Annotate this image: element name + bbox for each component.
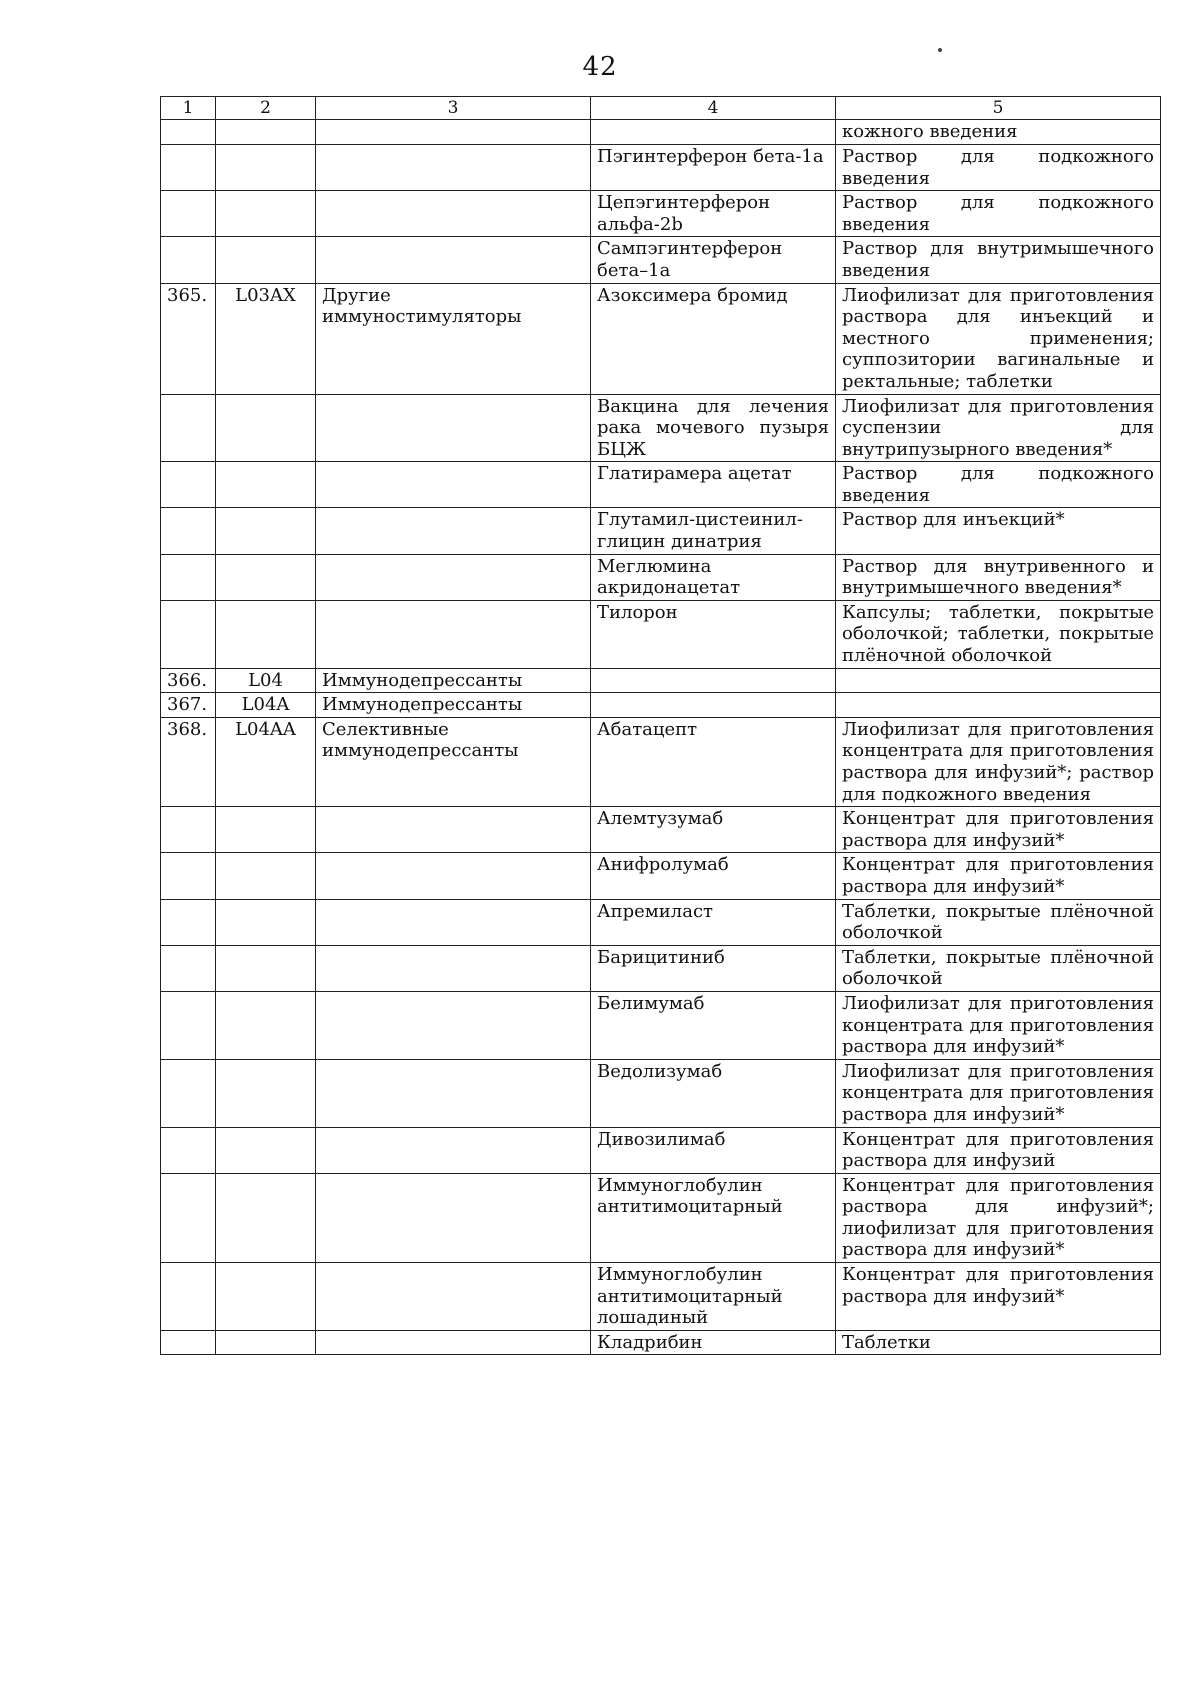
- drug-name: Анифролумаб: [591, 853, 836, 899]
- row-number: [161, 237, 216, 283]
- group-name: [316, 991, 591, 1059]
- group-name: [316, 853, 591, 899]
- drug-name: Апремиласт: [591, 899, 836, 945]
- atc-code: [216, 462, 316, 508]
- row-number: [161, 144, 216, 190]
- drug-name: Алемтузумаб: [591, 807, 836, 853]
- drug-name: [591, 120, 836, 145]
- atc-code: [216, 120, 316, 145]
- group-name: [316, 508, 591, 554]
- drug-name: Белимумаб: [591, 991, 836, 1059]
- table-row: [161, 144, 1161, 190]
- table-body: [161, 120, 1161, 1355]
- dosage-form: Капсулы; таблетки, покрытые оболочкой; таблетки, покрытые плёночной оболочкой: [836, 600, 1161, 668]
- row-number: [161, 600, 216, 668]
- row-number: 367.: [161, 693, 216, 718]
- row-number: [161, 462, 216, 508]
- dosage-form: Лиофилизат для приготовления суспензии для внутрипузырного введения*: [836, 394, 1161, 462]
- drug-name: Меглюмина акридонацетат: [591, 554, 836, 600]
- atc-code: [216, 1330, 316, 1355]
- table-row: [161, 237, 1161, 283]
- table-row: [161, 508, 1161, 554]
- atc-code: L04: [216, 668, 316, 693]
- table-row: [161, 693, 1161, 718]
- group-name: [316, 394, 591, 462]
- atc-code: [216, 807, 316, 853]
- drug-name: Барицитиниб: [591, 945, 836, 991]
- column-header: 3: [316, 97, 591, 120]
- atc-code: [216, 1127, 316, 1173]
- dosage-form: Раствор для подкожного введения: [836, 144, 1161, 190]
- table-row: [161, 991, 1161, 1059]
- drug-name: Иммуноглобулин антитимоцитарный: [591, 1173, 836, 1262]
- table-row: [161, 462, 1161, 508]
- atc-code: [216, 508, 316, 554]
- group-name: Селективные иммунодепрессанты: [316, 717, 591, 806]
- group-name: [316, 1263, 591, 1331]
- row-number: 366.: [161, 668, 216, 693]
- row-number: [161, 1059, 216, 1127]
- drug-name: Пэгинтерферон бета-1a: [591, 144, 836, 190]
- group-name: [316, 1173, 591, 1262]
- table-row: [161, 1059, 1161, 1127]
- group-name: [316, 807, 591, 853]
- table-row: [161, 600, 1161, 668]
- table-row: [161, 1330, 1161, 1355]
- column-header: 1: [161, 97, 216, 120]
- drug-name: Цепэгинтерферон альфа-2b: [591, 191, 836, 237]
- atc-code: L03AX: [216, 283, 316, 394]
- dosage-form: Лиофилизат для приготовления раствора для инъекций и местного применения; суппозитории вагинальные и ректальные; таблетки: [836, 283, 1161, 394]
- dosage-form: Концентрат для приготовления раствора для инфузий*; лиофилизат для приготовления раствора для инфузий*: [836, 1173, 1161, 1262]
- row-number: [161, 1127, 216, 1173]
- row-number: [161, 554, 216, 600]
- atc-code: [216, 237, 316, 283]
- table-row: [161, 668, 1161, 693]
- table-row: [161, 1173, 1161, 1262]
- drug-name: [591, 668, 836, 693]
- atc-code: [216, 991, 316, 1059]
- atc-code: [216, 1173, 316, 1262]
- group-name: [316, 1059, 591, 1127]
- group-name: [316, 144, 591, 190]
- atc-code: [216, 1059, 316, 1127]
- dosage-form: Концентрат для приготовления раствора для инфузий*: [836, 807, 1161, 853]
- scan-speck: [938, 48, 942, 52]
- drug-name: Дивозилимаб: [591, 1127, 836, 1173]
- dosage-form: Лиофилизат для приготовления концентрата для приготовления раствора для инфузий*: [836, 1059, 1161, 1127]
- column-header: 2: [216, 97, 316, 120]
- dosage-form: [836, 668, 1161, 693]
- table-row: [161, 899, 1161, 945]
- row-number: [161, 1173, 216, 1262]
- drug-name: Иммуноглобулин антитимоцитарный лошадиный: [591, 1263, 836, 1331]
- drug-name: Кладрибин: [591, 1330, 836, 1355]
- atc-code: [216, 554, 316, 600]
- group-name: [316, 1330, 591, 1355]
- atc-code: [216, 1263, 316, 1331]
- drug-name: Ведолизумаб: [591, 1059, 836, 1127]
- drug-name: Глутамил-цистеинил-глицин динатрия: [591, 508, 836, 554]
- column-header: 4: [591, 97, 836, 120]
- dosage-form: Раствор для подкожного введения: [836, 191, 1161, 237]
- atc-code: [216, 144, 316, 190]
- atc-code: [216, 394, 316, 462]
- row-number: [161, 807, 216, 853]
- header-row: [161, 97, 1161, 120]
- dosage-form: Раствор для инъекций*: [836, 508, 1161, 554]
- atc-code: [216, 899, 316, 945]
- table-row: [161, 191, 1161, 237]
- row-number: [161, 945, 216, 991]
- dosage-form: Таблетки: [836, 1330, 1161, 1355]
- group-name: [316, 899, 591, 945]
- row-number: [161, 853, 216, 899]
- column-header: 5: [836, 97, 1161, 120]
- row-number: [161, 899, 216, 945]
- dosage-form: Раствор для подкожного введения: [836, 462, 1161, 508]
- table-row: [161, 853, 1161, 899]
- group-name: [316, 462, 591, 508]
- table-row: [161, 717, 1161, 806]
- dosage-form: Раствор для внутримышечного введения: [836, 237, 1161, 283]
- atc-code: [216, 945, 316, 991]
- drug-table: [160, 96, 1161, 1355]
- table-row: [161, 120, 1161, 145]
- row-number: [161, 1263, 216, 1331]
- drug-name: Тилорон: [591, 600, 836, 668]
- drug-name: Сампэгинтерферон бета–1a: [591, 237, 836, 283]
- group-name: [316, 1127, 591, 1173]
- atc-code: [216, 853, 316, 899]
- group-name: Другие иммуностимуляторы: [316, 283, 591, 394]
- group-name: [316, 554, 591, 600]
- drug-name: Вакцина для лечения рака мочевого пузыря БЦЖ: [591, 394, 836, 462]
- page-number: 42: [582, 52, 618, 82]
- table-row: [161, 945, 1161, 991]
- group-name: [316, 120, 591, 145]
- table-row: [161, 394, 1161, 462]
- group-name: [316, 600, 591, 668]
- row-number: 368.: [161, 717, 216, 806]
- row-number: 365.: [161, 283, 216, 394]
- dosage-form: [836, 693, 1161, 718]
- table-row: [161, 1263, 1161, 1331]
- dosage-form: Раствор для внутривенного и внутримышечного введения*: [836, 554, 1161, 600]
- dosage-form: Концентрат для приготовления раствора для инфузий: [836, 1127, 1161, 1173]
- drug-name: Глатирамера ацетат: [591, 462, 836, 508]
- group-name: Иммунодепрессанты: [316, 693, 591, 718]
- dosage-form: кожного введения: [836, 120, 1161, 145]
- dosage-form: Концентрат для приготовления раствора для инфузий*: [836, 1263, 1161, 1331]
- drug-name: [591, 693, 836, 718]
- drug-name: Азоксимера бромид: [591, 283, 836, 394]
- dosage-form: Лиофилизат для приготовления концентрата для приготовления раствора для инфузий*; раствор для подкожного введения: [836, 717, 1161, 806]
- group-name: [316, 191, 591, 237]
- drug-name: Абатацепт: [591, 717, 836, 806]
- dosage-form: Концентрат для приготовления раствора для инфузий*: [836, 853, 1161, 899]
- table-row: [161, 807, 1161, 853]
- group-name: [316, 945, 591, 991]
- dosage-form: Лиофилизат для приготовления концентрата для приготовления раствора для инфузий*: [836, 991, 1161, 1059]
- row-number: [161, 1330, 216, 1355]
- dosage-form: Таблетки, покрытые плёночной оболочкой: [836, 899, 1161, 945]
- table-row: [161, 1127, 1161, 1173]
- atc-code: L04A: [216, 693, 316, 718]
- dosage-form: Таблетки, покрытые плёночной оболочкой: [836, 945, 1161, 991]
- row-number: [161, 991, 216, 1059]
- atc-code: [216, 191, 316, 237]
- atc-code: [216, 600, 316, 668]
- group-name: [316, 237, 591, 283]
- table-row: [161, 283, 1161, 394]
- row-number: [161, 191, 216, 237]
- row-number: [161, 120, 216, 145]
- atc-code: L04AA: [216, 717, 316, 806]
- row-number: [161, 394, 216, 462]
- group-name: Иммунодепрессанты: [316, 668, 591, 693]
- row-number: [161, 508, 216, 554]
- table-row: [161, 554, 1161, 600]
